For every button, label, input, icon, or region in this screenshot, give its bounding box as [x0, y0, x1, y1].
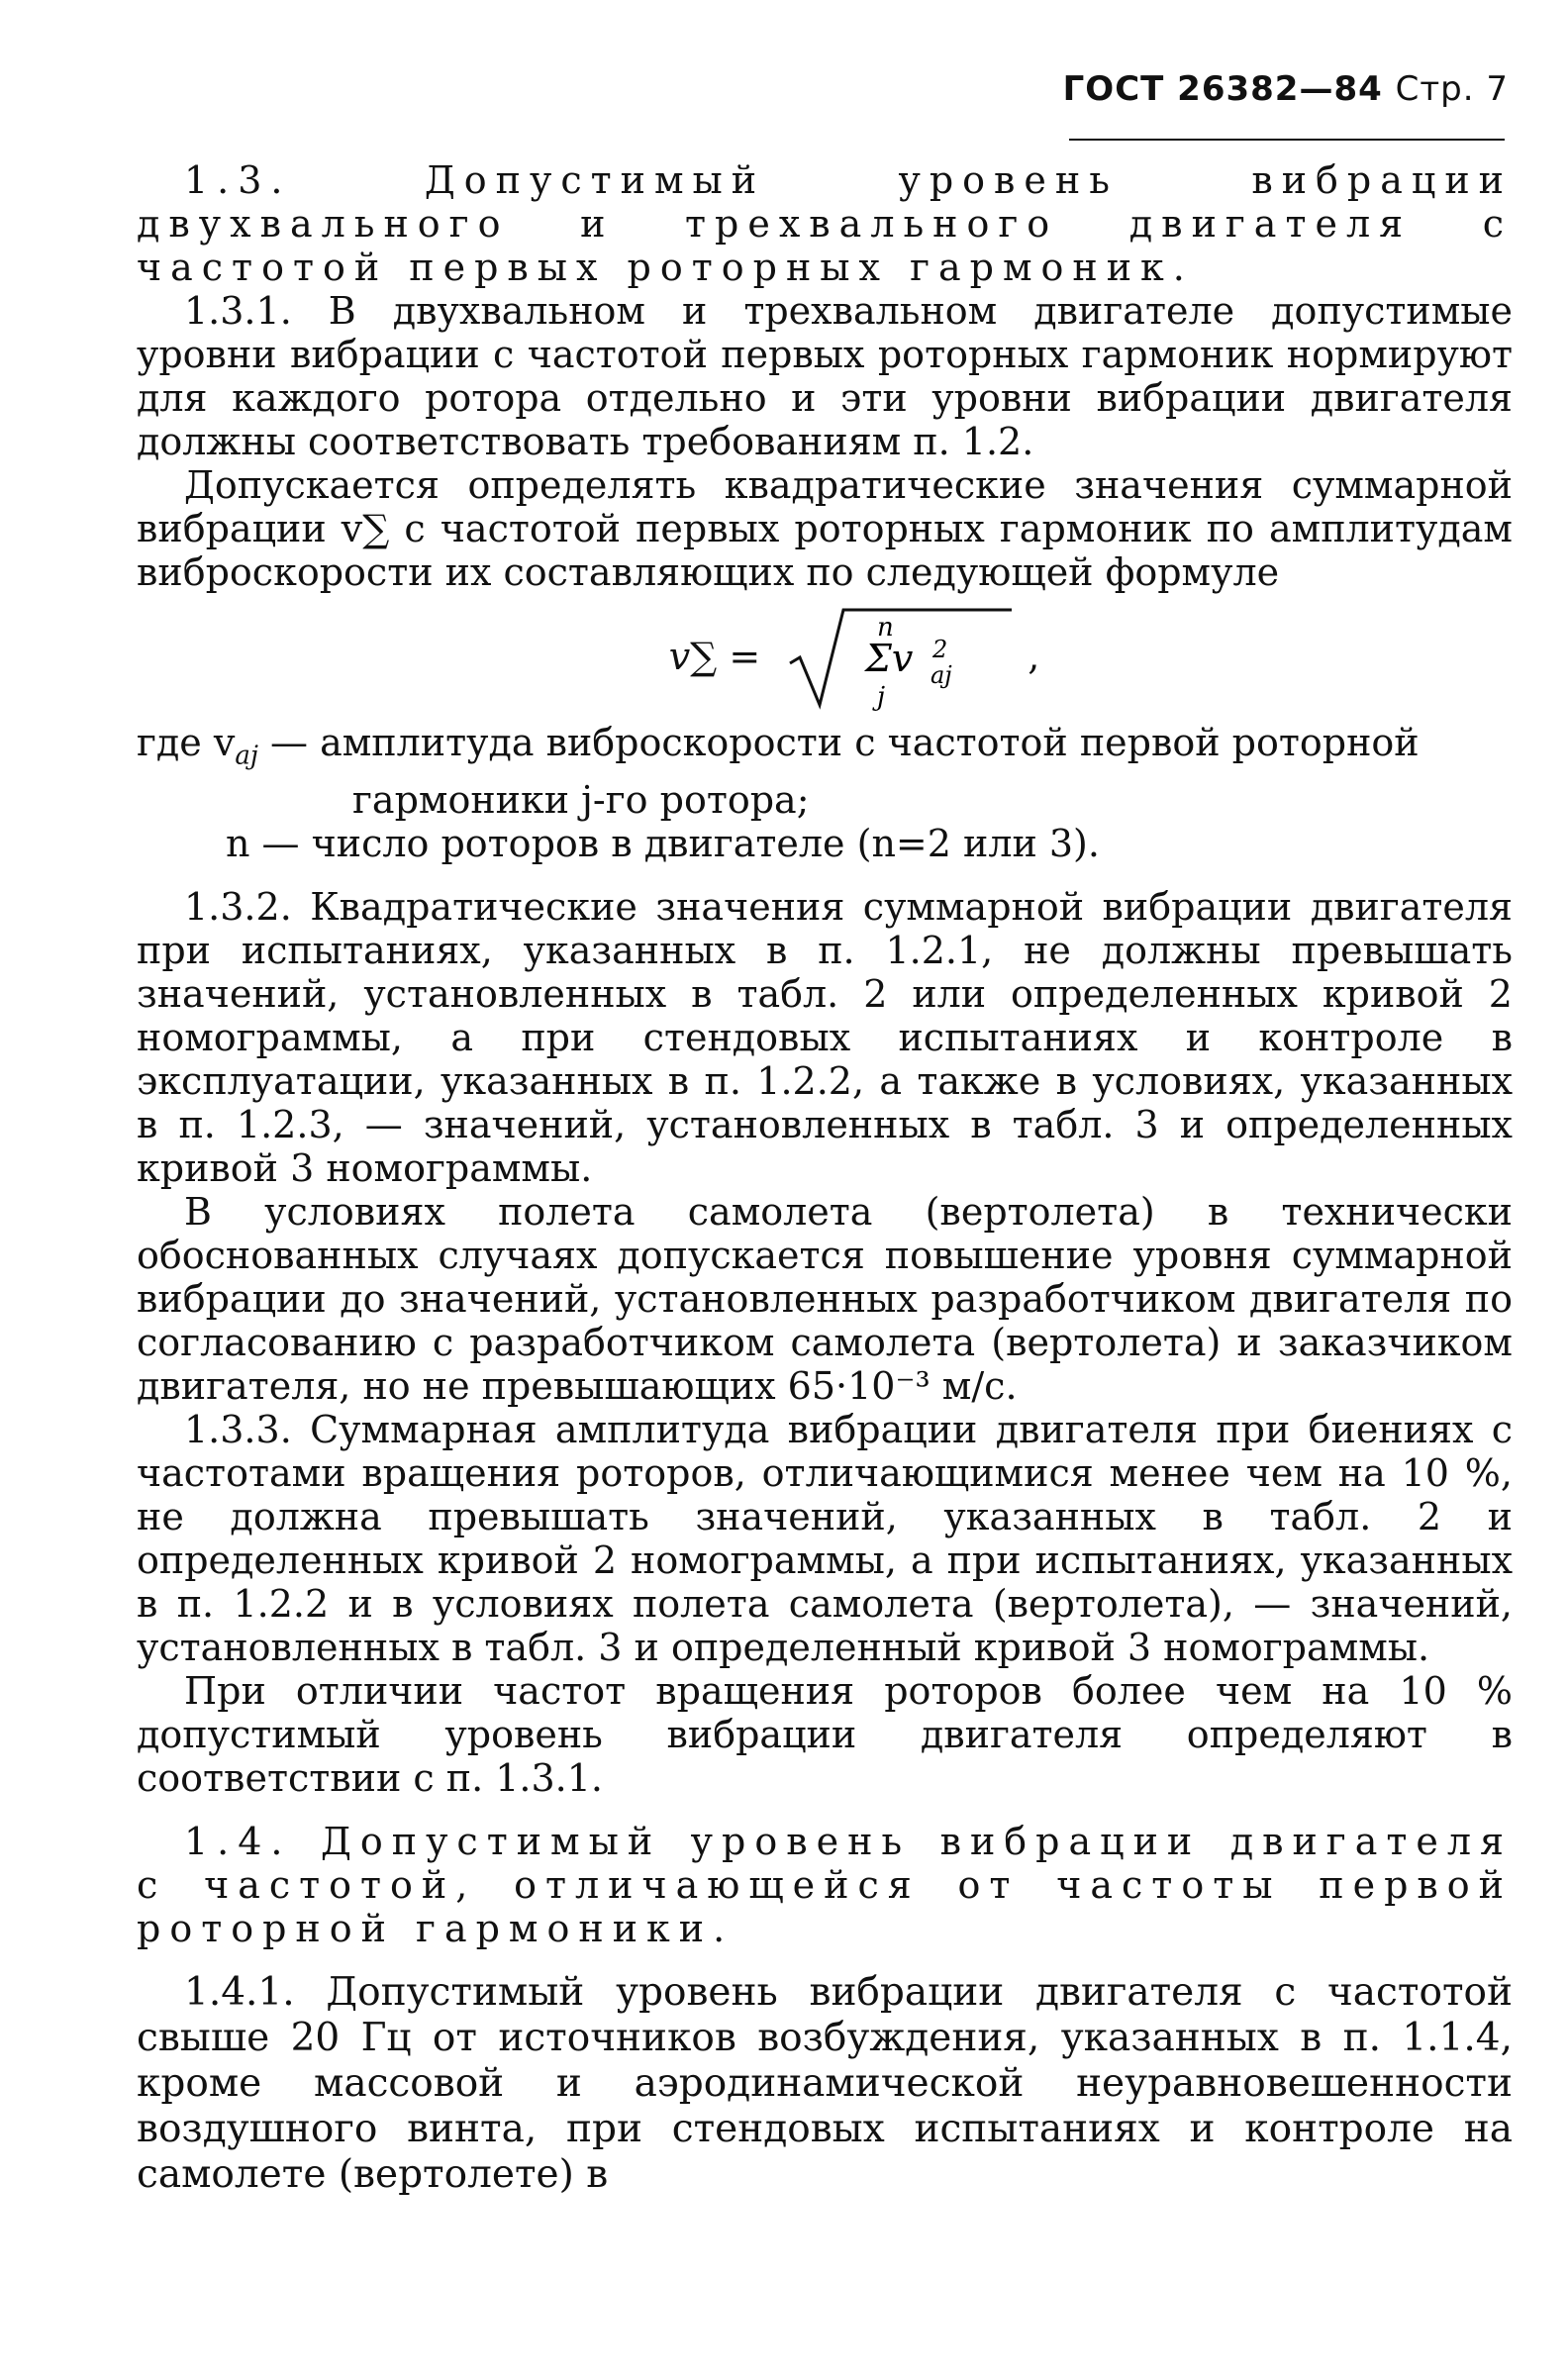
standard-number: ГОСТ 26382—84	[1062, 69, 1383, 109]
formula-comma: ,	[1028, 635, 1040, 678]
section-1-3-heading: 1.3. Допустимый уровень вибрации двухвального и трехвального двигателя с частотой первых роторных гармоник.	[137, 158, 1513, 289]
where-vaj-continuation: гармоники j-го ротора;	[352, 777, 810, 822]
term-subscript: aj	[931, 661, 952, 689]
header-rule	[1069, 139, 1505, 141]
sum-upper-limit: n	[877, 613, 894, 643]
sum-lower-index: j	[877, 682, 886, 711]
spacer	[137, 865, 1513, 885]
page-header	[1063, 69, 1509, 109]
formula-lhs: v∑ =	[668, 635, 761, 678]
where-vaj-line	[137, 721, 1513, 778]
paragraph-1-4-1: 1.4.1. Допустимый уровень вибрации двигателя с частотой свыше 20 Гц от источников возбуждения, указанных в п. 1.1.4, кроме массовой и аэродинамической неуравновешенности воздушного винта, при стендовых испытаниях и контроле на самолете (вертолете) в	[137, 1969, 1513, 2197]
sum-term: Σv	[865, 637, 914, 680]
paragraph-allowed-calc: Допускается определять квадратические значения суммарной вибрации v∑ с частотой первых роторных гармоник по амплитудам виброскорости их составляющих по следующей формуле	[137, 463, 1513, 594]
where-n-line: n — число роторов в двигателе (n=2 или 3).	[226, 821, 1100, 865]
spacer	[137, 1950, 1513, 1970]
section-1-4-heading: 1.4. Допустимый уровень вибрации двигателя с частотой, отличающейся от частоты первой роторной гармоники.	[137, 1819, 1513, 1950]
where-vaj-def: — амплитуда виброскорости с частотой первой роторной	[257, 721, 1420, 764]
term-exponent: 2	[932, 636, 948, 663]
where-vaj-sub: aj	[235, 741, 258, 771]
sqrt-sum-expression	[784, 602, 1022, 711]
page-number: Стр. 7	[1395, 69, 1509, 109]
paragraph-frequency-difference: При отличии частот вращения роторов более чем на 10 % допустимый уровень вибрации двигателя определяют в соответствии с п. 1.3.1.	[137, 1668, 1513, 1800]
paragraph-1-3-2: 1.3.2. Квадратические значения суммарной вибрации двигателя при испытаниях, указанных в п. 1.2.1, не должны превышать значений, установленных в табл. 2 или определенных кривой 2 номограммы, а при стендовых испытаниях и контроле в эксплуатации, указанных в п. 1.2.2, а также в условиях, указанных в п. 1.2.3, — значений, установленных в табл. 3 и определенных кривой 3 номограммы.	[137, 884, 1513, 1190]
paragraph-1-3-3: 1.3.3. Суммарная амплитуда вибрации двигателя при биениях с частотами вращения роторов, отличающимися менее чем на 10 %, не должна превышать значений, указанных в табл. 2 и определенных кривой 2 номограммы, а при испытаниях, указанных в п. 1.2.2 и в условиях полета самолета (вертолета), — значений, установленных в табл. 3 и определенный кривой 3 номограммы.	[137, 1407, 1513, 1669]
paragraph-flight-conditions: В условиях полета самолета (вертолета) в технически обоснованных случаях допускается повышение уровня суммарной вибрации до значений, установленных разработчиком двигателя по согласованию с разработчиком самолета (вертолета) и заказчиком двигателя, но не превышающих 65·10⁻³ м/с.	[137, 1189, 1513, 1408]
document-body	[137, 158, 1513, 2198]
spacer	[137, 1800, 1513, 1820]
where-vaj-lead: где v	[137, 721, 236, 764]
paragraph-1-3-1: 1.3.1. В двухвальном и трехвальном двигателе допустимые уровни вибрации с частотой первых роторных гармоник нормируют для каждого ротора отдельно и эти уровни вибрации двигателя должны соответствовать требованиям п. 1.2.	[137, 289, 1513, 463]
rms-sum-formula	[196, 602, 1513, 711]
